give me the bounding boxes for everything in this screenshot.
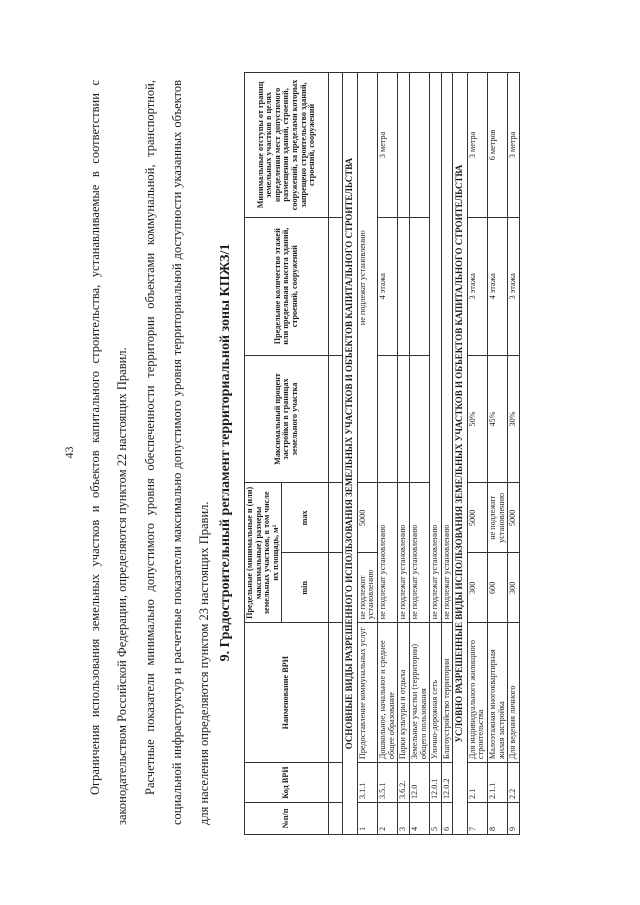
row-num: 5 — [430, 803, 442, 835]
row-area: не подлежат установлению — [378, 483, 398, 623]
row-code: 2.1.1 — [488, 763, 508, 803]
row-code: 3.5.1 — [378, 763, 398, 803]
row-min: не подлежит установлению — [357, 553, 377, 623]
row-min: 300 — [508, 553, 520, 623]
row-area: не подлежат установлению — [398, 483, 410, 623]
row-num: 2 — [378, 803, 398, 835]
row-name: Земельные участки (территории) общего пользования — [409, 623, 429, 763]
row-code: 2.1 — [467, 763, 487, 803]
section-row-main — [343, 73, 357, 835]
table-row — [508, 73, 520, 835]
row-min: 300 — [467, 553, 487, 623]
row-num: 6 — [441, 803, 453, 835]
row-num: 4 — [409, 803, 429, 835]
table-spacer-row — [329, 73, 343, 835]
row-setback: 3 метра — [378, 73, 398, 218]
table-row — [441, 73, 453, 835]
header-num: №п/п — [245, 803, 329, 835]
section-main-label: ОСНОВНЫЕ ВИДЫ РАЗРЕШЕННОГО ИСПОЛЬЗОВАНИЯ ЗЕМЕЛЬНЫХ УЧАСТКОВ И ОБЪЕКТОВ КАПИТАЛЬНОГО СТРОИТЕЛЬСТВА — [343, 73, 357, 835]
header-min: min — [282, 553, 329, 623]
row-percent: 45% — [488, 355, 508, 483]
section-row-conditional — [453, 73, 467, 835]
row-name: Предоставление коммунальных услуг — [357, 623, 377, 763]
row-code: 12.0 — [409, 763, 429, 803]
table-row — [398, 73, 410, 835]
row-area: не подлежат установлению — [409, 483, 429, 623]
table-row — [430, 73, 442, 835]
row-code: 3.6.2. — [398, 763, 410, 803]
regulation-table — [244, 72, 520, 835]
header-name: Наименование ВРИ — [245, 623, 329, 763]
row-num: 3 — [398, 803, 410, 835]
table-row — [357, 73, 377, 835]
table-row — [378, 73, 398, 835]
row-floors: 3 этажа — [508, 217, 520, 355]
header-setback: Минимальные отступы от границ земельных участков в целях определения мест допустимого размещения зданий, строений, сооружений, за пределами которых запрещено строительство зданий, строений, сооружений — [245, 73, 329, 218]
row-all: не подлежат установлению — [430, 73, 442, 623]
row-num: 1 — [357, 803, 377, 835]
row-max: 5000 — [357, 483, 377, 553]
row-name: Улично-дорожная сеть — [430, 623, 442, 763]
row-max: 5000 — [508, 483, 520, 553]
row-max: 5000 — [467, 483, 487, 553]
row-name: Благоустройство территории — [441, 623, 453, 763]
table-row — [467, 73, 487, 835]
row-setback: 3 метра — [467, 73, 487, 218]
table-header-row — [245, 73, 282, 835]
row-min: 600 — [488, 553, 508, 623]
row-floors: 3 этажа — [467, 217, 487, 355]
row-floors: 4 этажа — [378, 217, 398, 355]
row-code: 3.1.1 — [357, 763, 377, 803]
row-all: не подлежат установлению — [441, 73, 453, 623]
table-row — [488, 73, 508, 835]
row-name: Парки культуры и отдыха — [398, 623, 410, 763]
row-num: 9 — [508, 803, 520, 835]
paragraph-indicators: Расчетные показатели минимально допустимого уровня обеспеченности территории объектами коммунальной, транспортной, социальной инфраструктур и расчетные показатели максимально допустимого уровня территориальной доступности указанных объектов для населения определяются пунктом 23 настоящих Правил. — [143, 80, 211, 825]
row-max: не подлежит установлению — [488, 483, 508, 553]
row-percent: 50% — [467, 355, 487, 483]
row-rest: не подлежат установлению — [357, 73, 377, 483]
row-floors: 4 этажа — [488, 217, 508, 355]
row-name: Дошкольное, начальное и среднее общее образование — [378, 623, 398, 763]
row-code: 2.2 — [508, 763, 520, 803]
table-row — [409, 73, 429, 835]
row-setback: 6 метров — [488, 73, 508, 218]
header-floors: Предельное количество этажей или предельная высота зданий, строений, сооружений — [245, 217, 329, 355]
section-title: 9. Градостроительный регламент территориальной зоны КПЖЗ/1 — [218, 243, 233, 662]
paragraph-restrictions: Ограничения использования земельных участков и объектов капитального строительства, устанавливаемые в соответствии с законодательством Российской Федерации, определяются пунктом 22 настоящих Правил. — [88, 80, 129, 825]
header-area: Предельные (минимальные и (или) максимальные) размеры земельных участков, в том числе их площадь, м² — [245, 483, 282, 623]
header-percent: Максимальный процент застройки в границах земельного участка — [245, 355, 329, 483]
row-name: Для индивидуального жилищного строительства — [467, 623, 487, 763]
row-percent: 30% — [508, 355, 520, 483]
row-name: Для ведения личного — [508, 623, 520, 763]
row-percent — [378, 355, 398, 483]
header-code: Код ВРИ — [245, 763, 329, 803]
header-max: max — [282, 483, 329, 553]
section-conditional-label: УСЛОВНО РАЗРЕШЕННЫЕ ВИДЫ ИСПОЛЬЗОВАНИЯ ЗЕМЕЛЬНЫХ УЧАСТКОВ И ОБЪЕКТОВ КАПИТАЛЬНОГО СТРОИТЕЛЬСТВА — [453, 73, 467, 835]
row-setback: 3 метра — [508, 73, 520, 218]
row-num: 7 — [467, 803, 487, 835]
row-code: 12.0.2 — [441, 763, 453, 803]
row-code: 12.0.1 — [430, 763, 442, 803]
row-name: Малоэтажная многоквартирная жилая застройка — [488, 623, 508, 763]
page-number: 43 — [62, 446, 76, 459]
row-num: 8 — [488, 803, 508, 835]
